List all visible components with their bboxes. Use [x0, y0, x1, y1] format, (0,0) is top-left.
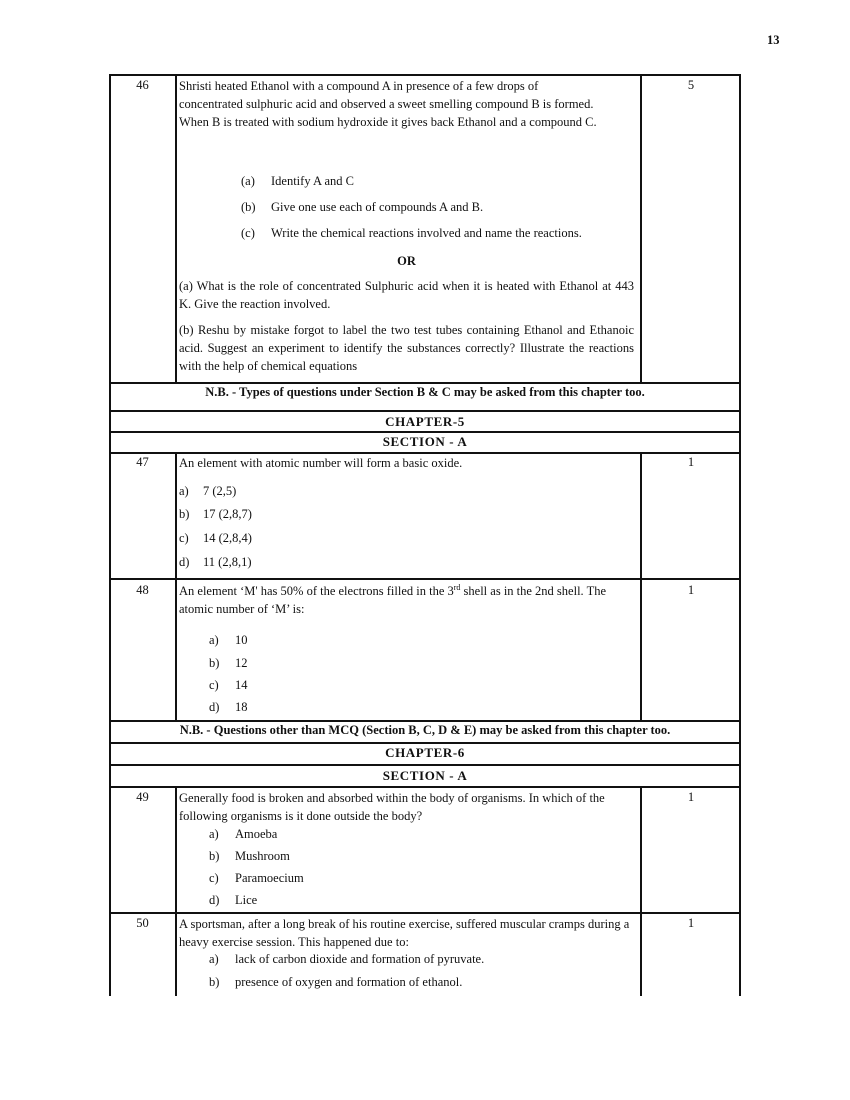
- option: c) 14 (2,8,4): [179, 531, 252, 545]
- rule: [109, 74, 111, 996]
- option: b) Mushroom: [209, 849, 290, 863]
- chapter-title: CHAPTER-6: [385, 745, 465, 760]
- rule: [109, 74, 741, 76]
- question-table: [109, 74, 741, 996]
- rule: [109, 912, 741, 914]
- question-text: An element ‘M' has 50% of the electrons filled in the 3rd shell as in the 2nd shell. The atomic number of ‘M’ is:: [179, 582, 607, 616]
- option: c) Paramoecium: [209, 871, 304, 885]
- rule: [175, 74, 177, 382]
- chapter-note: N.B. - Types of questions under Section B & C may be asked from this chapter too.: [205, 385, 645, 399]
- rule: [109, 742, 741, 744]
- question-number: 50: [136, 916, 149, 930]
- rule: [109, 720, 741, 722]
- question-number: 49: [136, 790, 149, 804]
- option: d) Lice: [209, 893, 258, 907]
- or-separator: OR: [397, 254, 416, 268]
- chapter-title: CHAPTER-5: [385, 414, 465, 429]
- rule: [640, 74, 642, 382]
- option: b) 12: [209, 656, 248, 670]
- section-title: SECTION - A: [382, 768, 468, 783]
- rule: [109, 764, 741, 766]
- option: (a) Identify A and C: [241, 174, 354, 188]
- rule: [109, 786, 741, 788]
- option: a) lack of carbon dioxide and formation of pyruvate.: [209, 952, 485, 966]
- option: a) Amoeba: [209, 827, 278, 841]
- section-title: SECTION - A: [382, 434, 468, 449]
- option: b) 17 (2,8,7): [179, 507, 252, 521]
- chapter-note: N.B. - Questions other than MCQ (Section B, C, D & E) may be asked from this chapter too.: [179, 723, 671, 737]
- option: d) 18: [209, 700, 248, 714]
- question-marks: 1: [687, 790, 695, 804]
- question-marks: 1: [687, 583, 695, 597]
- question-marks: 1: [687, 916, 695, 930]
- question-number: 46: [136, 78, 149, 92]
- option: a) 7 (2,5): [179, 484, 237, 498]
- option: b) presence of oxygen and formation of ethanol.: [209, 975, 463, 989]
- rule: [175, 786, 177, 996]
- option: (b) Give one use each of compounds A and B.: [241, 200, 484, 214]
- question-alt-text: (a) What is the role of concentrated Sulphuric acid when it is heated with Ethanol at 443 K. Give the reaction involved.: [179, 279, 634, 311]
- option: (c) Write the chemical reactions involved and name the reactions.: [241, 226, 582, 240]
- option: c) 14: [209, 678, 248, 692]
- question-text: Shristi heated Ethanol with a compound A in presence of a few drops of concentrated sulphuric acid and observed a sweet smelling compound B is formed. When B is treated with sodium hydroxide it gives back Ethanol and a compound C.: [179, 79, 597, 129]
- rule: [109, 410, 741, 412]
- question-number: 47: [136, 455, 149, 469]
- option: d) 11 (2,8,1): [179, 555, 252, 569]
- rule: [739, 74, 741, 996]
- rule: [109, 382, 741, 384]
- rule: [109, 578, 741, 580]
- question-alt-text: (b) Reshu by mistake forgot to label the two test tubes containing Ethanol and Ethanoic acid. Suggest an experiment to identify the substances correctly? Illustrate the reactions with the help of chemical equations: [179, 323, 634, 373]
- page-number: 13: [767, 33, 780, 47]
- question-text: Generally food is broken and absorbed within the body of organisms. In which of the following organisms is it done outside the body?: [179, 791, 605, 823]
- question-text: A sportsman, after a long break of his routine exercise, suffered muscular cramps during a heavy exercise session. This happened due to:: [179, 917, 630, 949]
- question-marks: 1: [687, 455, 695, 469]
- option: a) 10: [209, 633, 248, 647]
- question-marks: 5: [687, 78, 695, 92]
- question-text: An element with atomic number will form a basic oxide.: [179, 456, 463, 470]
- rule: [109, 431, 741, 433]
- rule: [640, 786, 642, 996]
- question-number: 48: [136, 583, 149, 597]
